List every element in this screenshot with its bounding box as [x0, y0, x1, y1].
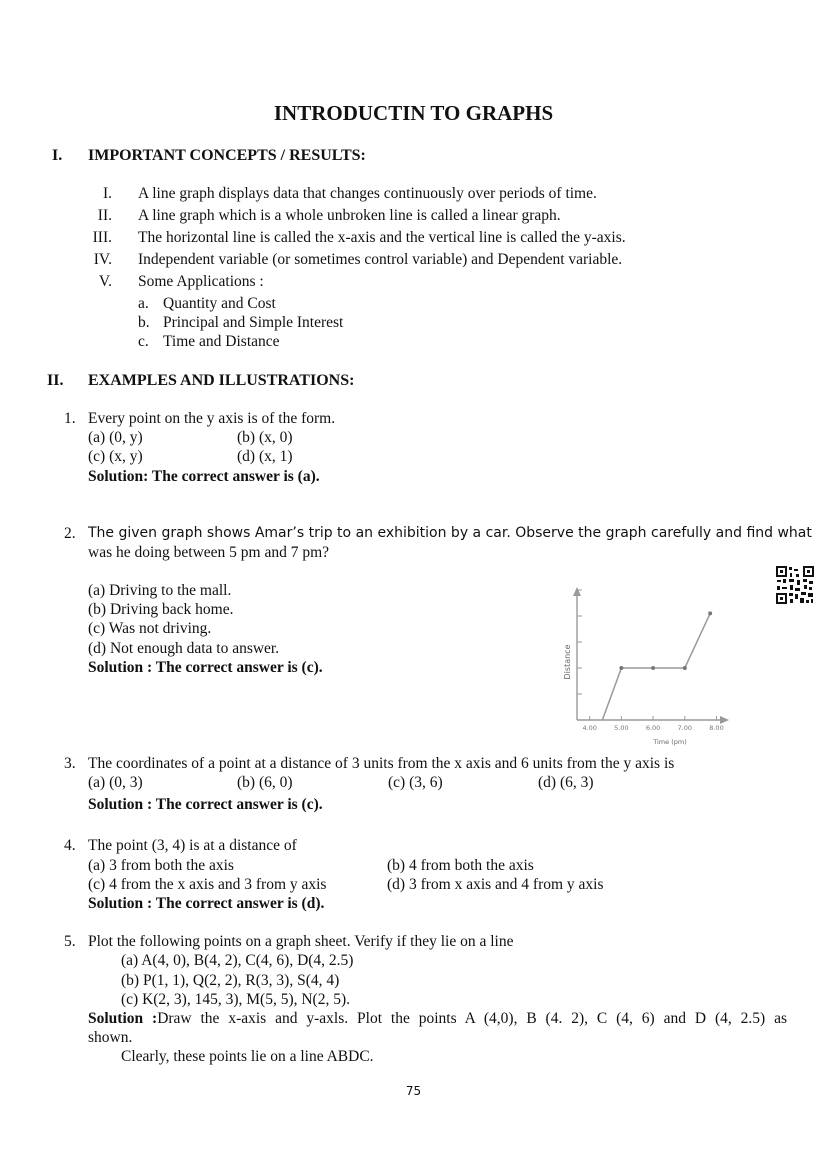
concept-num: III. [92, 229, 112, 246]
concept-text: Some Applications : [138, 273, 264, 290]
question-text: Plot the following points on a graph sheet. Verify if they lie on a line [88, 933, 514, 950]
concept-num: IV. [93, 251, 112, 268]
application-letter: b. [138, 314, 150, 331]
y-axis-arrow-icon [573, 587, 581, 596]
application-text: Principal and Simple Interest [163, 314, 344, 331]
concept-text: A line graph displays data that changes continuously over periods of time. [138, 185, 597, 202]
solution-text: Solution : The correct answer is (c). [88, 659, 323, 676]
qr-code-icon [775, 565, 815, 605]
data-point [708, 611, 712, 615]
data-point [651, 666, 655, 670]
solution-text: Solution : The correct answer is (c). [88, 796, 323, 813]
question-text: was he doing between 5 pm and 7 pm? [88, 544, 330, 561]
option-c: (c) Was not driving. [88, 620, 212, 637]
option-d: (d) Not enough data to answer. [88, 640, 280, 657]
question-text: The point (3, 4) is at a distance of [88, 837, 297, 854]
distance-time-chart [560, 580, 740, 750]
solution-paragraph [88, 1010, 787, 1028]
application-letter: c. [138, 333, 149, 350]
part-c: (c) K(2, 3), 145, 3), M(5, 5), N(2, 5). [121, 991, 351, 1008]
option-c: (c) (x, y) [88, 448, 143, 465]
y-ticks [577, 590, 582, 694]
concept-text: The horizontal line is called the x-axis and the vertical line is called the y-axis. [138, 229, 626, 246]
option-b: (b) Driving back home. [88, 601, 234, 618]
solution-text: Solution : The correct answer is (d). [88, 895, 325, 912]
page-title: INTRODUCTIN TO GRAPHS [273, 101, 554, 125]
option-d: (d) 3 from x axis and 4 from y axis [387, 876, 604, 893]
question-text: The coordinates of a point at a distance of 3 units from the x axis and 6 units from the y axis is [88, 755, 675, 772]
option-b: (b) 4 from both the axis [387, 857, 534, 874]
concept-text: A line graph which is a whole unbroken line is called a linear graph. [138, 207, 561, 224]
part-a: (a) A(4, 0), B(4, 2), C(4, 6), D(4, 2.5) [121, 952, 354, 969]
question-number: 1. [64, 410, 76, 427]
option-a: (a) (0, y) [88, 429, 143, 446]
concept-num: II. [97, 207, 112, 224]
x-axis-arrow-icon [720, 716, 729, 724]
section-2-heading: EXAMPLES AND ILLUSTRATIONS: [88, 372, 355, 389]
data-point [683, 666, 687, 670]
section-1-numeral: I. [52, 147, 63, 164]
concept-text: Independent variable (or sometimes control variable) and Dependent variable. [138, 251, 623, 268]
distance-series-line [602, 613, 710, 720]
option-a: (a) 3 from both the axis [88, 857, 234, 874]
page-number: 75 [405, 1084, 422, 1098]
x-tick-label: 7.00 [677, 724, 693, 732]
solution-text: shown. [88, 1029, 133, 1046]
part-b: (b) P(1, 1), Q(2, 2), R(3, 3), S(4, 4) [121, 972, 340, 989]
option-d: (d) (x, 1) [237, 448, 293, 465]
question-number: 3. [64, 755, 76, 772]
x-tick-label: 5.00 [614, 724, 629, 732]
solution-text: Draw the x-axis and y-axls. Plot the points A (4,0), B (4. 2), C (4, 6) and D (4, 2.5) as [157, 1010, 787, 1027]
solution-label: Solution : [88, 1010, 158, 1027]
question-number: 4. [64, 837, 76, 854]
solution-text: Solution: The correct answer is (a). [88, 468, 320, 485]
section-1-heading: IMPORTANT CONCEPTS / RESULTS: [88, 147, 366, 164]
application-letter: a. [138, 295, 149, 312]
question-number: 5. [64, 933, 76, 950]
option-c: (c) 4 from the x axis and 3 from y axis [88, 876, 327, 893]
application-text: Time and Distance [163, 333, 280, 350]
option-b: (b) (x, 0) [237, 429, 293, 446]
data-point [619, 666, 623, 670]
option-a: (a) (0, 3) [88, 774, 143, 791]
question-number: 2. [64, 525, 76, 542]
x-tick-label: 8.00 [709, 724, 724, 732]
option-b: (b) (6, 0) [237, 774, 293, 791]
question-text: The given graph shows Amar’s trip to an exhibition by a car. Observe the graph carefully and find what [88, 525, 812, 541]
y-axis-label: Distance [563, 644, 572, 680]
solution-text: Clearly, these points lie on a line ABDC. [121, 1048, 374, 1065]
concept-num: I. [102, 185, 112, 202]
x-tick-label: 4.00 [582, 724, 597, 732]
section-2-numeral: II. [47, 372, 64, 389]
application-text: Quantity and Cost [163, 295, 276, 312]
option-d: (d) (6, 3) [538, 774, 594, 791]
x-axis-label: Time (pm) [653, 738, 687, 746]
option-c: (c) (3, 6) [388, 774, 443, 791]
option-a: (a) Driving to the mall. [88, 582, 232, 599]
concept-num: V. [98, 273, 112, 290]
question-text: Every point on the y axis is of the form. [88, 410, 336, 427]
x-tick-label: 6.00 [645, 724, 661, 732]
